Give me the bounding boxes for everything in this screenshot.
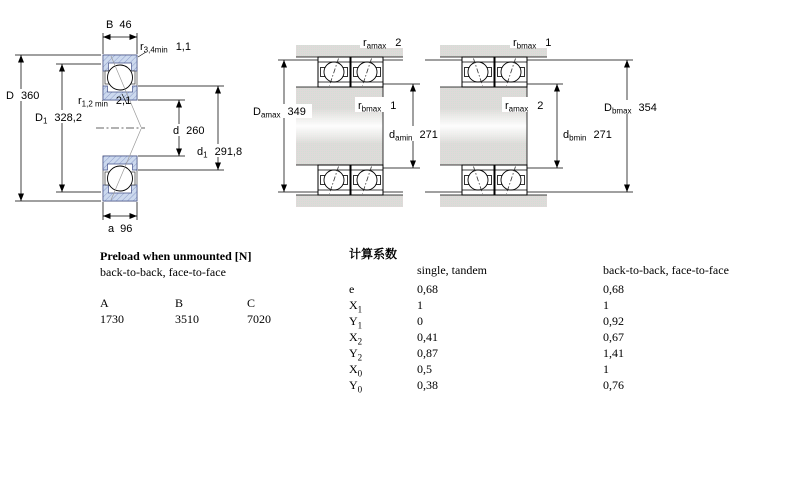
factor-row-label: $Y_2$ (349, 346, 363, 363)
dimension-a (103, 202, 137, 220)
dim-damin-text: $d_{amin}$ 271 (389, 129, 438, 143)
factor-col2-value: 0,68 (603, 282, 624, 296)
dim-dbmin-text: $d_{bmin}$ 271 (563, 129, 612, 143)
preload-value-B: 3510 (175, 312, 199, 326)
single-bearing-cross-section (4, 19, 244, 235)
factors-col1-header: single, tandem (417, 263, 487, 277)
dim-r12-text: $r_{1,2 min}$ 2,1 (78, 95, 132, 109)
dim-r34-text: $r_{3,4min}$ 1,1 (140, 41, 191, 55)
factor-col1-value: 0,68 (417, 282, 438, 296)
dim-rbmax-text: $r_{bmax}$ 1 (513, 37, 552, 51)
dimension-B (103, 33, 137, 54)
preload-subtitle: back-to-back, face-to-face (100, 265, 226, 279)
preload-title: Preload when unmounted [N] (100, 249, 252, 263)
housing-bottom (296, 195, 403, 207)
factor-col1-value: 0,41 (417, 330, 438, 344)
dim-B-text: B 46 (106, 19, 132, 31)
preload-col-header-B: B (175, 296, 184, 310)
factor-col1-value: 0,87 (417, 346, 438, 360)
calculation-factors-table (349, 247, 789, 394)
dimension-D1 (56, 64, 101, 192)
factor-col2-value: 1 (603, 362, 609, 376)
factors-title: 计算系数 (349, 247, 398, 261)
factor-row-label: $X_2$ (349, 330, 363, 347)
factor-col2-value: 0,76 (603, 378, 624, 392)
preload-table (100, 249, 340, 327)
housing-bottom (440, 195, 547, 207)
dim-Dbmax-text: $D_{bmax}$ 354 (604, 102, 657, 116)
factor-row-label: $X_1$ (349, 298, 363, 315)
factor-col2-value: 1 (603, 298, 609, 312)
dim-a-text: a 96 (108, 223, 133, 235)
dim-ramax-text: $r_{amax}$ 2 (363, 37, 402, 51)
factor-col2-value: 0,92 (603, 314, 624, 328)
dim-d-text: d 260 (173, 125, 205, 137)
factor-col1-value: 1 (417, 298, 423, 312)
preload-col-header-C: C (247, 296, 256, 310)
dim-D1-text: $D_1$ 328,2 (35, 112, 82, 126)
preload-value-A: 1730 (100, 312, 124, 326)
factors-col2-header: back-to-back, face-to-face (603, 263, 729, 277)
dim-rbmax-text: $r_{bmax}$ 1 (358, 100, 397, 114)
factor-col1-value: 0,38 (417, 378, 438, 392)
pair-drawing-b (425, 36, 665, 207)
factor-row-label: $Y_0$ (349, 378, 363, 395)
factor-row-label: $Y_1$ (349, 314, 363, 331)
factor-row-label: $X_0$ (349, 362, 363, 379)
dim-Damax-text: $D_{amax}$ 349 (253, 106, 306, 120)
dim-D-text: D 360 (6, 90, 40, 102)
factor-row-label: e (349, 282, 355, 296)
pair-drawing-a (250, 36, 444, 207)
dim-ramax-text: $r_{amax}$ 2 (505, 100, 544, 114)
preload-value-C: 7020 (247, 312, 271, 326)
factor-col1-value: 0 (417, 314, 423, 328)
factor-col1-value: 0,5 (417, 362, 432, 376)
factor-col2-value: 0,67 (603, 330, 624, 344)
dimension-D (15, 55, 101, 201)
dim-d1-text: $d_1$ 291,8 (197, 146, 243, 160)
preload-col-header-A: A (100, 296, 109, 310)
factor-col2-value: 1,41 (603, 346, 624, 360)
